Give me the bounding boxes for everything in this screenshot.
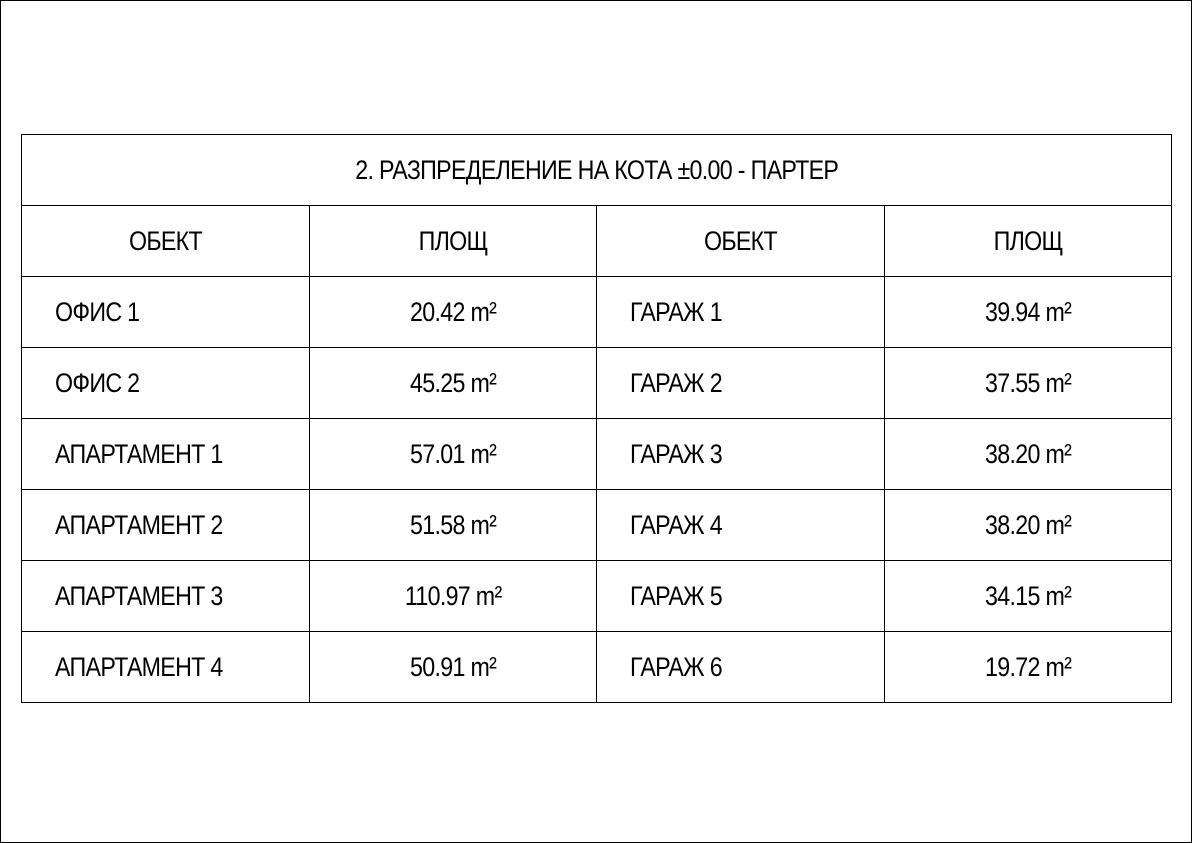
area-value: 110.97 m² [404,580,502,611]
object-name: АПАРТАМЕНТ 4 [55,651,223,682]
object-name: ОФИС 2 [55,367,140,398]
area-value-cell [309,490,597,561]
area-value-cell [309,348,597,419]
header-label: ОБЕКТ [703,225,777,256]
area-value: 19.72 m² [984,651,1071,682]
object-name: АПАРТАМЕНТ 1 [55,438,223,469]
table-row [22,419,1172,490]
area-value: 38.20 m² [984,438,1071,469]
object-name: АПАРТАМЕНТ 2 [55,509,223,540]
object-name-cell [22,561,310,632]
table-header-row [22,206,1172,277]
object-name-cell [22,632,310,703]
object-name-cell [597,419,885,490]
object-name-cell [597,561,885,632]
area-value: 39.94 m² [984,296,1071,327]
table-title-cell [22,135,1172,206]
header-area-right [884,206,1172,277]
object-name: ГАРАЖ 4 [630,509,722,540]
area-value-cell [884,348,1172,419]
table-row [22,277,1172,348]
table-row [22,632,1172,703]
area-value: 45.25 m² [409,367,496,398]
area-value-cell [884,419,1172,490]
area-value: 38.20 m² [984,509,1071,540]
area-value: 20.42 m² [409,296,496,327]
header-object-right [597,206,885,277]
header-object-left [22,206,310,277]
header-label: ПЛОЩ [993,225,1063,256]
object-name-cell [22,419,310,490]
object-name: ГАРАЖ 3 [630,438,722,469]
object-name-cell [597,348,885,419]
object-name-cell [597,490,885,561]
area-value: 50.91 m² [409,651,496,682]
object-name-cell [597,632,885,703]
area-value: 34.15 m² [984,580,1071,611]
table-row [22,348,1172,419]
header-area-left [309,206,597,277]
area-value-cell [309,419,597,490]
object-name-cell [22,490,310,561]
table-row [22,561,1172,632]
table-row [22,490,1172,561]
object-name: ГАРАЖ 1 [630,296,722,327]
object-name-cell [22,348,310,419]
area-value-cell [884,632,1172,703]
object-name: ОФИС 1 [55,296,140,327]
object-name: АПАРТАМЕНТ 3 [55,580,223,611]
area-value-cell [884,277,1172,348]
area-value: 37.55 m² [984,367,1071,398]
table-title-row [22,135,1172,206]
area-value-cell [309,277,597,348]
object-name-cell [22,277,310,348]
area-value-cell [884,561,1172,632]
object-name-cell [597,277,885,348]
area-value: 51.58 m² [409,509,496,540]
table-body [22,277,1172,703]
area-value-cell [309,561,597,632]
header-label: ОБЕКТ [128,225,202,256]
area-value-cell [309,632,597,703]
object-name: ГАРАЖ 6 [630,651,722,682]
object-name: ГАРАЖ 5 [630,580,722,611]
area-distribution-table [21,134,1172,703]
header-label: ПЛОЩ [418,225,488,256]
area-value: 57.01 m² [409,438,496,469]
object-name: ГАРАЖ 2 [630,367,722,398]
area-value-cell [884,490,1172,561]
table-title: 2. РАЗПРЕДЕЛЕНИЕ НА КОТА ±0.00 - ПАРТЕР [355,154,838,185]
